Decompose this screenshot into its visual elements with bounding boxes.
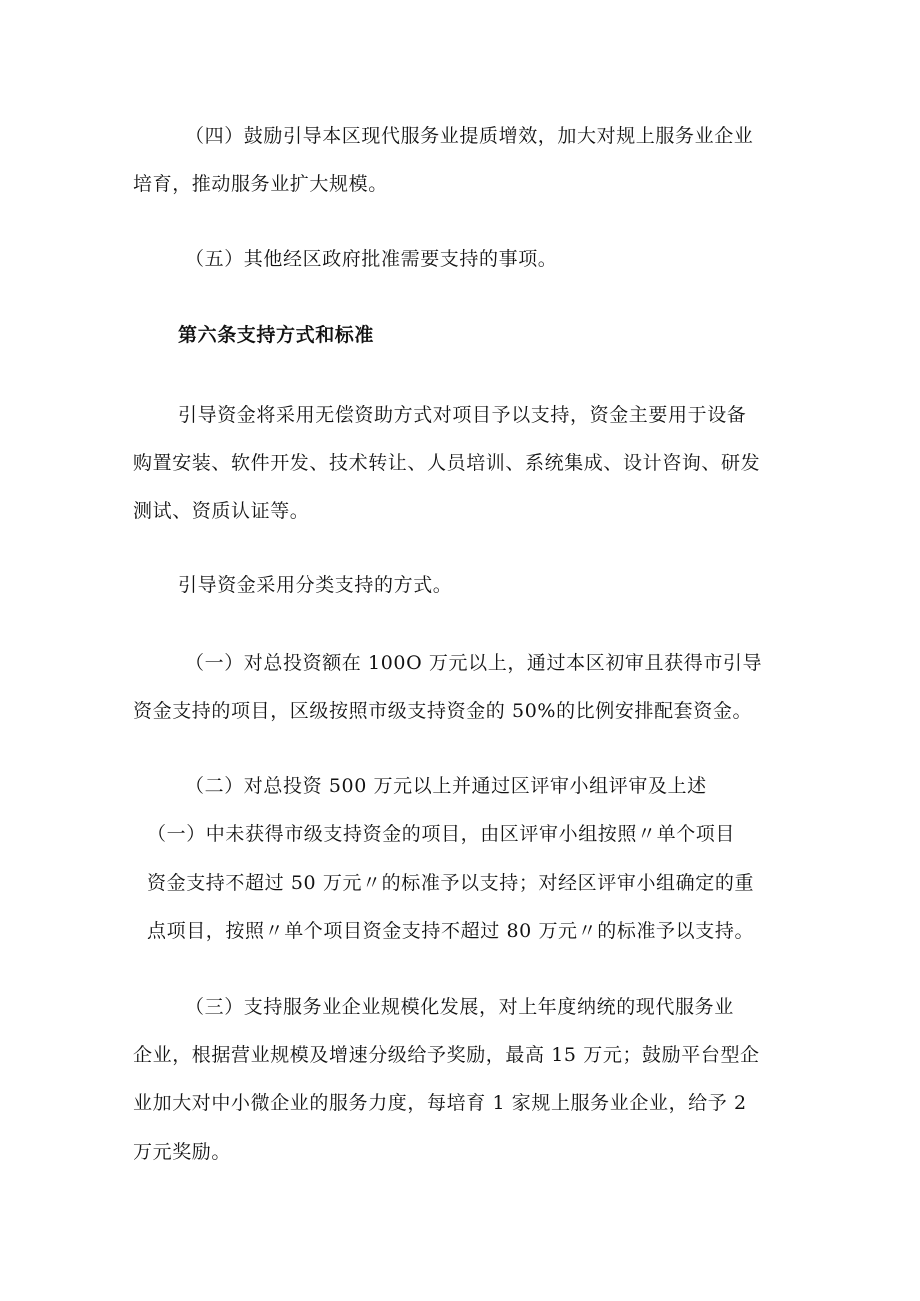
para-method-line-2: 购置安装、软件开发、技术转让、人员培训、系统集成、设计咨询、研发: [133, 452, 761, 474]
item-3-line-1: （三）支持服务业企业规模化发展，对上年度纳统的现代服务业: [185, 996, 734, 1018]
para-4-line-2: 培育，推动服务业扩大规模。: [133, 173, 388, 195]
para-method-line-3: 测试、资质认证等。: [133, 500, 310, 522]
item-3-line-4: 万元奖励。: [133, 1141, 232, 1163]
article-6-heading: 第六条支持方式和标准: [178, 324, 375, 346]
item-2-line-4: 点项目，按照〃单个项目资金支持不超过 80 万元〃的标准予以支持。: [147, 920, 755, 942]
item-2-line-1: （二）对总投资 500 万元以上并通过区评审小组评审及上述: [185, 775, 707, 797]
para-4-line-1: （四）鼓励引导本区现代服务业提质增效，加大对规上服务业企业: [185, 125, 754, 147]
para-method-line-1: 引导资金将采用无偿资助方式对项目予以支持，资金主要用于设备: [178, 404, 747, 426]
item-1-line-2: 资金支持的项目，区级按照市级支持资金的 50%的比例安排配套资金。: [133, 700, 753, 722]
para-classify-line-1: 引导资金采用分类支持的方式。: [178, 574, 453, 596]
para-5-line-1: （五）其他经区政府批准需要支持的事项。: [185, 248, 558, 270]
item-1-line-1: （一）对总投资额在 100O 万元以上，通过本区初审且获得市引导: [185, 652, 763, 674]
item-3-line-3: 业加大对中小微企业的服务力度，每培育 1 家规上服务业企业，给予 2: [133, 1092, 747, 1114]
item-2-line-3: 资金支持不超过 50 万元〃的标准予以支持；对经区评审小组确定的重: [147, 872, 755, 894]
item-2-line-2: （一）中未获得市级支持资金的项目，由区评审小组按照〃单个项目: [147, 823, 736, 845]
item-3-line-2: 企业，根据营业规模及增速分级给予奖励，最高 15 万元；鼓励平台型企: [133, 1044, 760, 1066]
